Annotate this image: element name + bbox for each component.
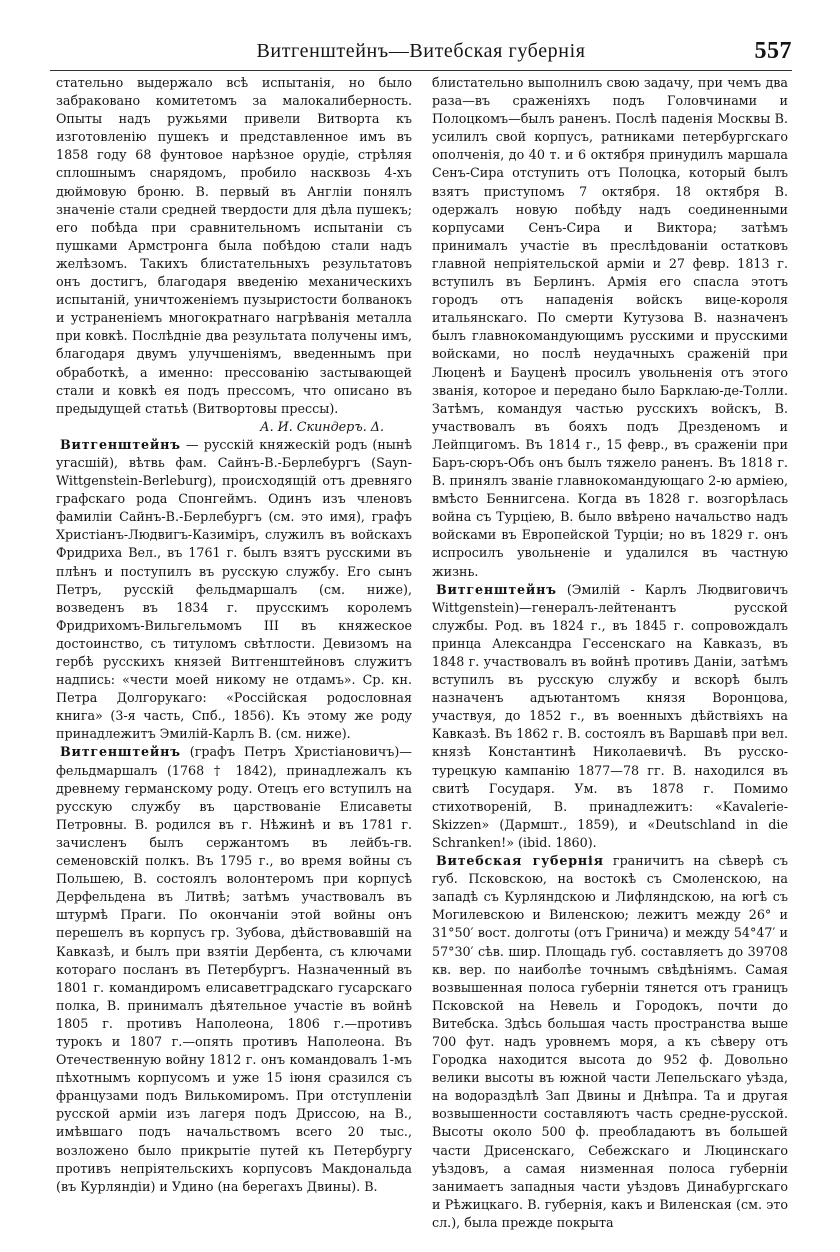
entry-headword: Витебская губернія [436,853,604,869]
entry-text: (Эмилій - Карлъ Людвиговичъ Wittgenstein)—генералъ-лейтенантъ русской службы. Род. въ 1824 г., въ 1845 г. сопровождалъ принца Александра Гессенскаго на Кавказъ, въ 1848 г. участвовалъ въ войнѣ противъ Даніи, затѣмъ вступилъ въ русскую службу и вскорѣ былъ назначенъ адъютантомъ князя Воронцова, участвуя, до 1852 г., въ военныхъ дѣйствіяхъ на Кавказѣ. Въ 1862 г. В. состоялъ въ Варшавѣ при вел. князѣ Константинѣ Николаевичѣ. Въ русско-турецкую кампанію 1877—78 гг. В. находился въ свитѣ Государя. Ум. въ 1878 г. Помимо стихотвореній, В. принадлежитъ: «Kavalerie-Skizzen» (Дармшт., 1859), и «Deutschland in die Schranken!» (ibid. 1860). [432,581,788,850]
entry-wittgenstein-family [56,436,412,744]
right-column [432,74,788,1232]
header-rule [50,70,792,71]
author-signature: А. И. Скиндеръ. Δ. [259,418,384,434]
page-number: 557 [754,38,792,64]
article-continuation-paragraph: блистательно выполнилъ свою задачу, при чемъ два раза—въ сраженіяхъ подъ Головчинами и Полоцкомъ—былъ раненъ. Послѣ паденія Москвы В. усилилъ свой корпусъ, ратниками петербургскаго ополченія, до 40 т. и 6 октября принудилъ маршала Сенъ-Сира отступить отъ Полоцка, который былъ взятъ приступомъ 7 октября. 18 октября В. одержалъ новую побѣду надъ соединенными корпусами Сенъ-Сира и Виктора; затѣмъ принималъ участіе въ преслѣдованіи остатковъ главной непріятельской арміи и 27 февр. 1813 г. вступилъ въ Берлинъ. Армія его спасла этотъ городъ отъ нападенія войскъ вице-короля итальянскаго. По смерти Кутузова В. назначенъ былъ главнокомандующимъ русскими и прусскими войсками, но послѣ неудачныхъ сраженій при Люценѣ и Бауценѣ просилъ увольненія отъ этого званія, которое и передано было Барклаю-де-Толли. Затѣмъ, командуя частью русскихъ войскъ, В. участвовалъ въ бояхъ подъ Дрезденомъ и Лейпцигомъ. Въ 1814 г., 15 февр., въ сраженіи при Баръ-сюръ-Объ онъ былъ тяжело раненъ. Въ 1818 г. В. принялъ званіе главнокомандующаго 2-ю арміею, вмѣсто Беннигсена. Когда въ 1828 г. возгорѣлась война съ Турціею, В. было ввѣрено начальство надъ войсками въ Европейской Турціи; но въ 1829 г. онъ испросилъ увольненіе и удалился въ частную жизнь. [432,75,788,579]
entry-text: граничитъ на сѣверѣ съ губ. Псковскою, на востокѣ съ Смоленскою, на западѣ съ Курляндскою и Лифляндскою, на югѣ съ Могилевскою и Виленскою; лежитъ между 26° и 31°50′ вост. долготы (отъ Гринича) и между 54°47′ и 57°30′ сѣв. шир. Площадь губ. составляетъ до 39708 кв. вер. по наиболѣе точнымъ свѣдѣніямъ. Самая возвышенная полоса губерніи тянется отъ границъ Псковской на Невель и Городокъ, почти до Витебска. Здѣсь большая часть пространства выше 700 фут. надъ уровнемъ моря, а къ сѣверу отъ Городка находится высота до 952 ф. Довольно велики высоты въ южной части Лепельскаго уѣзда, на водораздѣлѣ Зап Двины и Днѣпра. Та и другая возвышенности составляютъ часть средне-русской. Высоты около 500 ф. преобладаютъ въ большей части Дрисенскаго, Себежскаго и Люцинскаго уѣздовъ, а самая низменная полоса губерніи занимаетъ западныя части уѣздовъ Динабургскаго и Рѣжицкаго. В. губернія, какъ и Виленская (см. это сл.), была прежде покрыта [432,853,788,1230]
entry-wittgenstein-emil [432,581,788,852]
entry-headword: Витгенштейнъ [60,436,181,452]
article-continuation-paragraph: стательно выдержало всѣ испытанія, но было забраковано комитетомъ за малокалиберность. Опыты надъ ружьями привели Витворта къ изготовленію пушекъ и представленное имъ въ 1858 году 68 фунтовое нарѣзное орудіе, стрѣляя сплошнымъ снарядомъ, пробило насквозь 4-хъ дюймовую броню. В. первый въ Англіи понялъ значеніе стали средней твердости для дѣла пушекъ; его побѣда при сравнительномъ испытаніи съ пушками Армстронга была побѣдою стали надъ желѣзомъ. Такихъ блистательныхъ результатовъ онъ достигъ, благодаря введенію механическихъ испытаній, уничтоженіемъ пузыристости болванокъ и устраненіемъ многократнаго нагрѣванія металла при ковкѣ. Послѣдніе два результата получены имъ, благодаря двумъ улучшеніямъ, введеннымъ при обработкѣ, а именно: прессованію застывающей стали и ковкѣ ея подъ прессомъ, что описано въ предыдущей статьѣ (Витвортовы прессы). [56,75,412,416]
left-column [56,74,412,1196]
page-header [50,40,792,70]
entry-wittgenstein-peter [56,743,412,1195]
entry-headword: Витгенштейнъ [60,744,181,760]
running-title: Витгенштейнъ—Витебская губернія [256,40,586,62]
entry-headword: Витгенштейнъ [436,581,557,597]
entry-text: — русскій княжескій родъ (нынѣ угасшій), вѣтвь фам. Сайнъ-В.-Берлебургъ (Sayn-Wittgenstein-Berleburg), происходящій отъ древняго графскаго рода Спонгеймъ. Одинъ изъ членовъ фамиліи Сайнъ-В.-Берлебургъ (см. это имя), графъ Христіанъ-Людвигъ-Казиміръ, служилъ въ войскахъ Фридриха Вел., въ 1761 г. былъ взятъ русскими въ плѣнъ и поступилъ въ русскую службу. Его сынъ Петръ, русскій фельдмаршалъ (см. ниже), возведенъ въ 1834 г. прусскимъ королемъ Фридрихомъ-Вильгельмомъ III въ княжеское достоинство, съ титуломъ свѣтлости. Девизомъ на гербѣ русскихъ князей Витгенштейновъ служитъ надпись: «чести моей никому не отдамъ». Ср. кн. Петра Долгорукаго: «Россійская родословная книга» (3-я часть, Спб., 1856). Къ этому же роду принадлежитъ Эмилій-Карлъ В. (см. ниже). [56,436,412,742]
entry-text: (графъ Петръ Христіановичъ)—фельдмаршалъ (1768 † 1842), принадлежалъ къ древнему германскому роду. Отецъ его вступилъ на русскую службу въ царствованіе Елисаветы Петровны. В. родился въ г. Нѣжинѣ и въ 1781 г. зачисленъ былъ сержантомъ въ лейбъ-гв. семеновскій полкъ. Въ 1795 г., во время войны съ Польшею, В. состоялъ волонтеромъ при корпусѣ Дерфельдена въ Литвѣ; затѣмъ участвовалъ въ штурмѣ Праги. По окончаніи этой войны онъ перешелъ въ корпусъ гр. Зубова, дѣйствовавшій на Кавказѣ, и былъ при взятіи Дербента, съ ключами котораго посланъ въ Петербургъ. Назначенный въ 1801 г. командиромъ елисаветградскаго гусарскаго полка, В. принималъ дѣятельное участіе въ войнѣ 1805 г. противъ Наполеона, 1806 г.—противъ турокъ и 1807 г.—опять противъ Наполеона. Въ Отечественную войну 1812 г. онъ командовалъ 1-мъ пѣхотнымъ корпусомъ и уже 15 іюня сразился съ французами подъ Вилькомиромъ. При отступленіи русской арміи изъ лагеря подъ Дриссою, на В., имѣвшаго подъ начальствомъ всего 20 тыс., возложено было прикрытіе путей къ Петербургу противъ непріятельскихъ корпусовъ Макдональда (въ Курляндіи) и Удино (на берегахъ Двины). В. [56,744,412,1194]
entry-vitebsk-governorate [432,852,788,1232]
